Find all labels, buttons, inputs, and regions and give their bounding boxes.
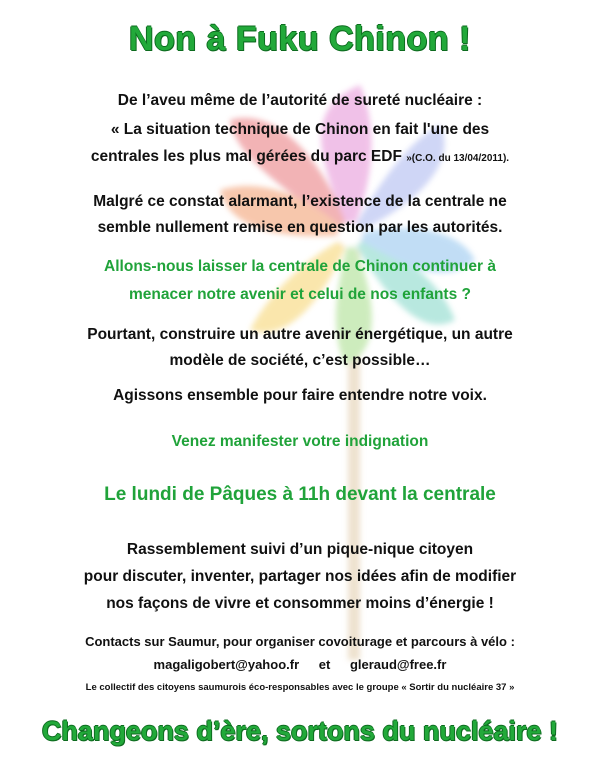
event-line-2: pour discuter, inventer, partager nos idées afin de modifier <box>83 568 517 585</box>
question-line-2: menacer notre avenir et celui de nos enfants ? <box>129 286 471 303</box>
para2-line-2: semble nullement remise en question par les autorités. <box>97 219 503 236</box>
collective-line: Le collectif des citoyens saumurois éco-responsables avec le groupe « Sortir du nucléaire 37 » <box>85 682 515 693</box>
quote-line-1: « La situation technique de Chinon en fait l'une des <box>110 121 490 138</box>
footer-slogan: Changeons d’ère, sortons du nucléaire ! <box>41 716 559 746</box>
question-line-1: Allons-nous laisser la centrale de Chinon continuer à <box>104 258 496 275</box>
para3-line-2: modèle de société, c’est possible… <box>169 352 431 369</box>
para4: Agissons ensemble pour faire entendre notre voix. <box>113 387 487 404</box>
quote-text: centrales les plus mal gérées du parc EDF <box>90 148 402 165</box>
para3-line-1: Pourtant, construire un autre avenir énergétique, un autre <box>87 326 513 343</box>
contact-emails <box>0 657 600 672</box>
email-link-1[interactable]: magaligobert@yahoo.fr <box>153 657 300 672</box>
intro-line: De l’aveu même de l’autorité de sureté nucléaire : <box>117 92 483 109</box>
event-line-1: Rassemblement suivi d’un pique-nique citoyen <box>126 541 474 558</box>
email-separator: et <box>318 657 331 672</box>
contacts-line: Contacts sur Saumur, pour organiser covoiturage et parcours à vélo : <box>85 634 515 649</box>
quote-line-2 <box>0 148 600 166</box>
flyer-title: Non à Fuku Chinon ! <box>129 20 471 58</box>
event-date: Le lundi de Pâques à 11h devant la centrale <box>104 484 496 505</box>
email-link-2[interactable]: gleraud@free.fr <box>349 657 447 672</box>
call-to-action: Venez manifester votre indignation <box>171 433 429 450</box>
event-line-3: nos façons de vivre et consommer moins d’énergie ! <box>106 595 494 612</box>
quote-citation: »(C.O. du 13/04/2011). <box>406 153 510 164</box>
para2-line-1: Malgré ce constat alarmant, l’existence de la centrale ne <box>93 193 507 210</box>
